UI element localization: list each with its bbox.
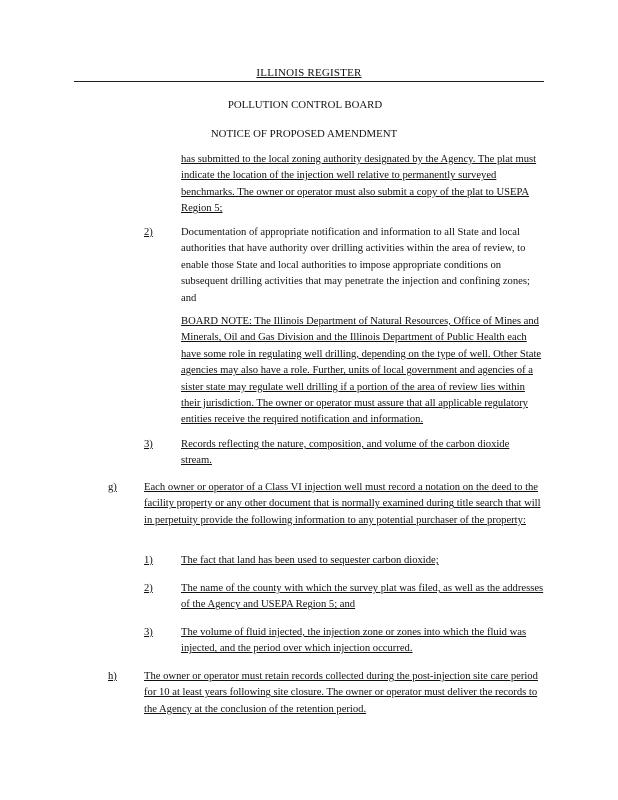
register-header: ILLINOIS REGISTER: [256, 67, 362, 79]
item-3-text: Records reflecting the nature, composition, and volume of the carbon dioxide stream.: [181, 439, 510, 467]
item-2-text: Documentation of appropriate notification and information to all State and local authorities that have authority over drilling activities within the area of review, to enable those State and local authorities to impose appropriate conditions on subsequent drilling activities that may penetrate the injection and confining zones; and: [181, 227, 530, 304]
item-3-label: 3): [144, 439, 153, 450]
g-item-1-text: The fact that land has been used to sequester carbon dioxide;: [181, 555, 439, 566]
g-item-2-text: The name of the county with which the survey plat was filed, as well as the addresses of the Agency and USEPA Region 5; and: [181, 583, 544, 611]
section-g-label: g): [108, 482, 117, 493]
item-2-label: 2): [144, 227, 153, 238]
section-h-label: h): [108, 671, 117, 682]
header-rule: [74, 81, 544, 82]
g-item-2-label: 2): [144, 583, 153, 594]
continued-paragraph: has submitted to the local zoning authority designated by the Agency. The plat must indicate the location of the injection well relative to permanently surveyed benchmarks. The owner or operator must also submit a copy of the plat to USEPA Region 5;: [181, 154, 537, 215]
notice-title: NOTICE OF PROPOSED AMENDMENT: [210, 128, 398, 140]
board-title: POLLUTION CONTROL BOARD: [227, 99, 383, 111]
board-note: BOARD NOTE: The Illinois Department of Natural Resources, Office of Mines and Minerals, Oil and Gas Division and the Illinois Department of Public Health each have some role in regulating well drilling, depending on the type of well. Other State agencies may also have a role. Further, units of local government and agencies of a sister state may regulate well drilling if a portion of the area of review lies within their jurisdiction. The owner or operator must assure that all applicable regulatory entities receive the required notification and information.: [181, 316, 542, 426]
g-item-3-text: The volume of fluid injected, the injection zone or zones into which the fluid was injected, and the period over which injection occurred.: [181, 627, 527, 655]
section-h-text: The owner or operator must retain records collected during the post-injection site care period for 10 at least years following site closure. The owner or operator must deliver the records to the Agency at the conclusion of the retention period.: [144, 671, 538, 715]
section-g-text: Each owner or operator of a Class VI injection well must record a notation on the deed to the facility property or any other document that is normally examined during title search that will in perpetuity provide the following information to any potential purchaser of the property:: [144, 482, 541, 526]
g-item-3-label: 3): [144, 627, 153, 638]
g-item-1-label: 1): [144, 555, 153, 566]
